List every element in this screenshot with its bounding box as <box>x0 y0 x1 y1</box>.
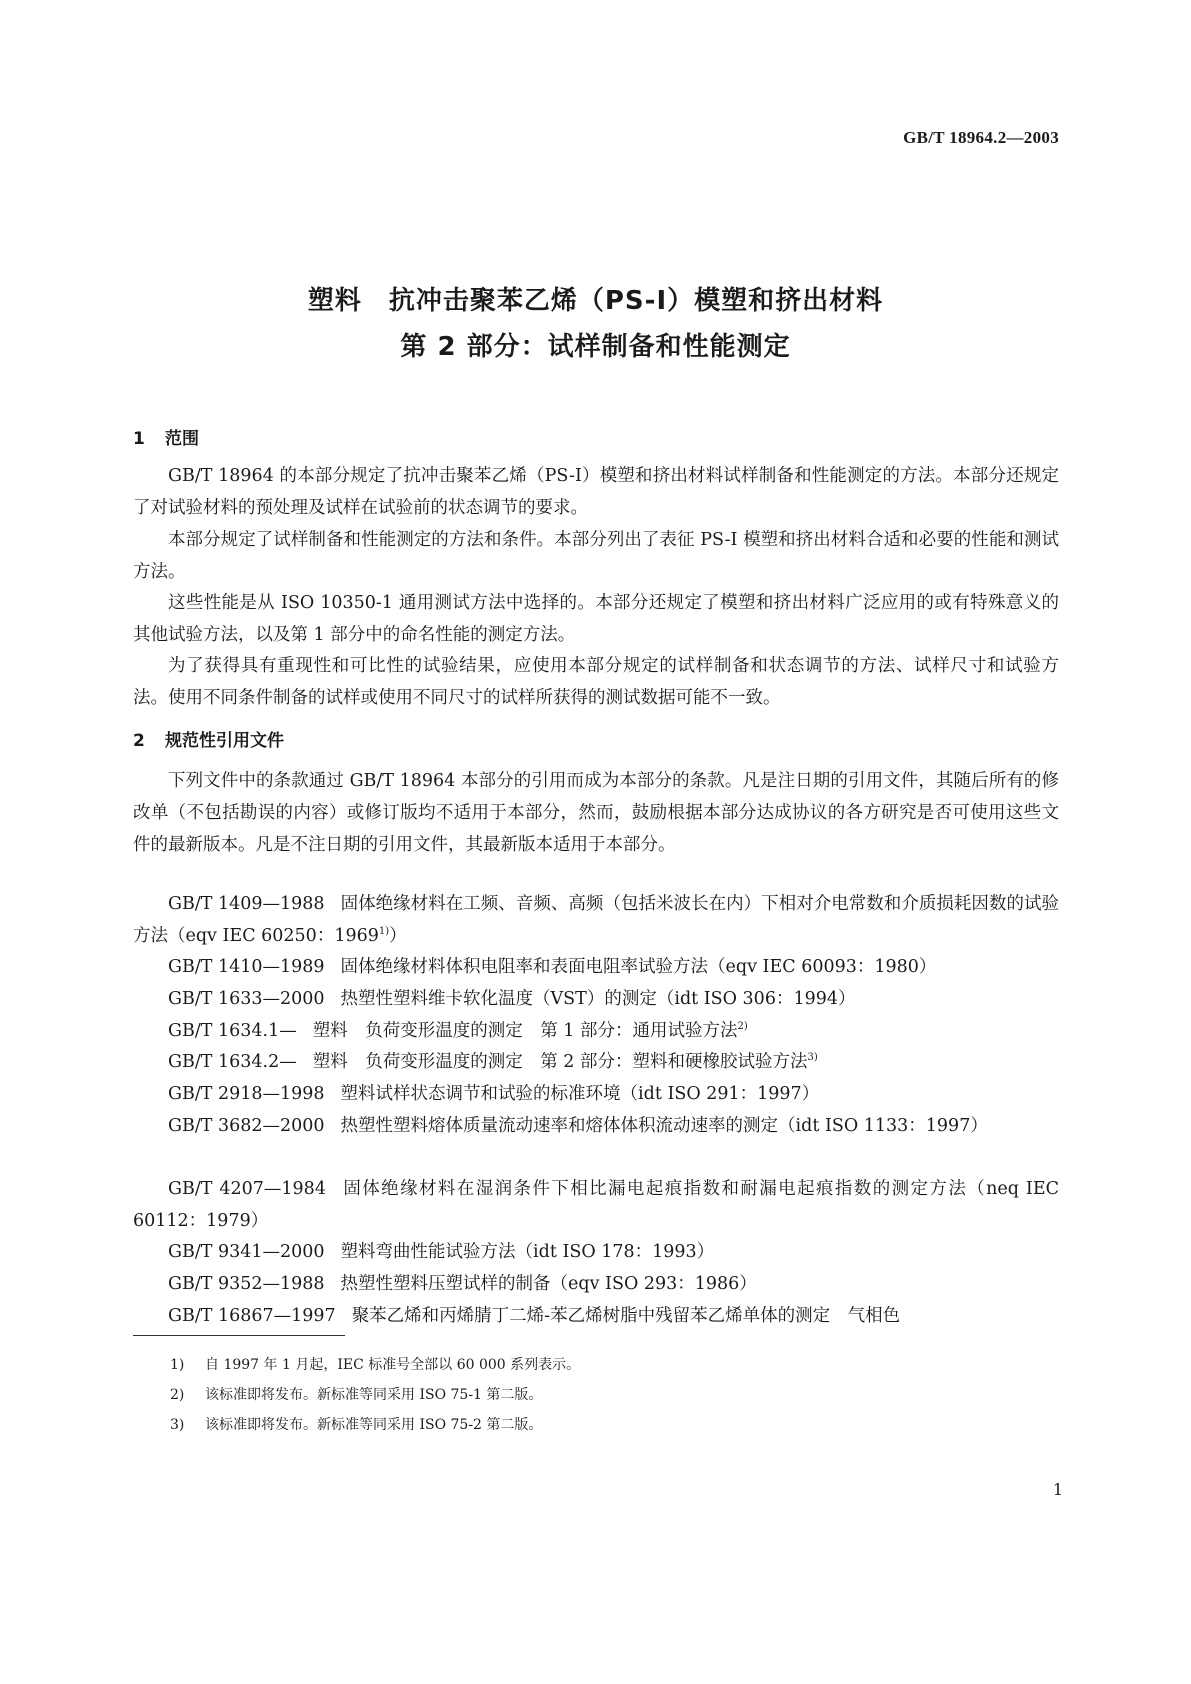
reference-title: 热塑性塑料压塑试样的制备（eqv ISO 293：1986） <box>340 1274 757 1294</box>
reference-code: GB/T 1410—1989 <box>168 957 325 977</box>
footnote-mark: 3) <box>170 1417 185 1433</box>
paragraph: 本部分规定了试样制备和性能测定的方法和条件。本部分列出了表征 PS-I 模塑和挤出材料合适和必要的性能和测试方法。 <box>133 530 1059 582</box>
reference-entry <box>133 1046 1059 1078</box>
reference-entry <box>133 1015 1059 1047</box>
reference-code: GB/T 1633—2000 <box>168 989 325 1009</box>
reference-entry <box>133 1173 1059 1237</box>
reference-code: GB/T 1409—1988 <box>168 894 325 914</box>
reference-title: 塑料 负荷变形温度的测定 第 2 部分：塑料和硬橡胶试验方法 <box>312 1052 808 1072</box>
reference-code: GB/T 2918—1998 <box>168 1084 325 1104</box>
reference-tail: ） <box>389 926 407 946</box>
section-number: 1 <box>133 429 145 449</box>
reference-code: GB/T 9352—1988 <box>168 1274 325 1294</box>
standard-number: GB/T 18964.2—2003 <box>903 128 1059 147</box>
footnote <box>170 1415 542 1435</box>
reference-code: GB/T 3682—2000 <box>168 1116 325 1136</box>
section-title: 规范性引用文件 <box>165 731 284 751</box>
paragraph: GB/T 18964 的本部分规定了抗冲击聚苯乙烯（PS-I）模塑和挤出材料试样制备和性能测定的方法。本部分还规定了对试验材料的预处理及试样在试验前的状态调节的要求。 <box>133 466 1059 518</box>
reference-title: 热塑性塑料熔体质量流动速率和熔体体积流动速率的测定（idt ISO 1133：1997） <box>340 1116 988 1136</box>
footnote <box>170 1355 580 1375</box>
reference-title: 固体绝缘材料在工频、音频、高频（包括米波长在内）下相对介电常数和介质损耗因数的试验方法（eqv IEC 60250：1969 <box>133 894 1060 946</box>
reference-entry <box>133 983 1059 1015</box>
document-title-line2: 第 2 部分：试样制备和性能测定 <box>400 332 791 362</box>
reference-entry <box>133 888 1059 952</box>
reference-title: 固体绝缘材料体积电阻率和表面电阻率试验方法（eqv IEC 60093：1980） <box>340 957 937 977</box>
section-2-heading <box>133 726 284 751</box>
footnote-ref: 1) <box>378 926 390 937</box>
reference-code: GB/T 4207—1984 <box>168 1179 326 1199</box>
reference-entry <box>133 1300 1059 1332</box>
section-1-heading <box>133 424 199 449</box>
reference-code: GB/T 1634.2— <box>168 1052 297 1072</box>
reference-code: GB/T 1634.1— <box>168 1021 297 1041</box>
reference-code: GB/T 16867—1997 <box>168 1306 336 1326</box>
document-title-line1: 塑料 抗冲击聚苯乙烯（PS-I）模塑和挤出材料 <box>307 286 884 316</box>
footnote-text: 该标准即将发布。新标准等同采用 ISO 75-1 第二版。 <box>205 1387 543 1403</box>
reference-title: 塑料弯曲性能试验方法（idt ISO 178：1993） <box>340 1242 715 1262</box>
reference-title: 固体绝缘材料在湿润条件下相比漏电起痕指数和耐漏电起痕指数的测定方法（neq IEC 60112：1979） <box>133 1179 1059 1231</box>
reference-title: 塑料 负荷变形温度的测定 第 1 部分：通用试验方法 <box>312 1021 738 1041</box>
paragraph: 下列文件中的条款通过 GB/T 18964 本部分的引用而成为本部分的条款。凡是注日期的引用文件，其随后所有的修改单（不包括勘误的内容）或修订版均不适用于本部分，然而，鼓励根据本部分达成协议的各方研究是否可使用这些文件的最新版本。凡是不注日期的引用文件，其最新版本适用于本部分。 <box>133 771 1059 855</box>
page-number: 1 <box>1052 1480 1063 1499</box>
paragraph: 这些性能是从 ISO 10350-1 通用测试方法中选择的。本部分还规定了模塑和挤出材料广泛应用的或有特殊意义的其他试验方法，以及第 1 部分中的命名性能的测定方法。 <box>133 593 1059 645</box>
footnote-divider <box>133 1335 345 1336</box>
footnote-ref: 2) <box>737 1021 748 1032</box>
footnote <box>170 1385 542 1405</box>
section-number: 2 <box>133 731 145 751</box>
reference-title: 热塑性塑料维卡软化温度（VST）的测定（idt ISO 306：1994） <box>340 989 856 1009</box>
reference-entry <box>133 1236 1059 1268</box>
reference-code: GB/T 9341—2000 <box>168 1242 325 1262</box>
footnote-mark: 1) <box>170 1357 185 1373</box>
reference-title: 塑料试样状态调节和试验的标准环境（idt ISO 291：1997） <box>340 1084 820 1104</box>
paragraph: 为了获得具有重现性和可比性的试验结果，应使用本部分规定的试样制备和状态调节的方法、试样尺寸和试验方法。使用不同条件制备的试样或使用不同尺寸的试样所获得的测试数据可能不一致。 <box>133 656 1059 708</box>
reference-entry <box>133 1078 1059 1110</box>
reference-title: 聚苯乙烯和丙烯腈丁二烯-苯乙烯树脂中残留苯乙烯单体的测定 气相色 <box>351 1306 901 1326</box>
footnote-text: 该标准即将发布。新标准等同采用 ISO 75-2 第二版。 <box>205 1417 543 1433</box>
reference-entry <box>133 1110 1059 1142</box>
footnote-mark: 2) <box>170 1387 185 1403</box>
section-title: 范围 <box>165 429 199 449</box>
footnote-text: 自 1997 年 1 月起，IEC 标准号全部以 60 000 系列表示。 <box>205 1357 581 1373</box>
reference-entry <box>133 1268 1059 1300</box>
reference-entry <box>133 951 1059 983</box>
footnote-ref: 3) <box>807 1052 818 1063</box>
